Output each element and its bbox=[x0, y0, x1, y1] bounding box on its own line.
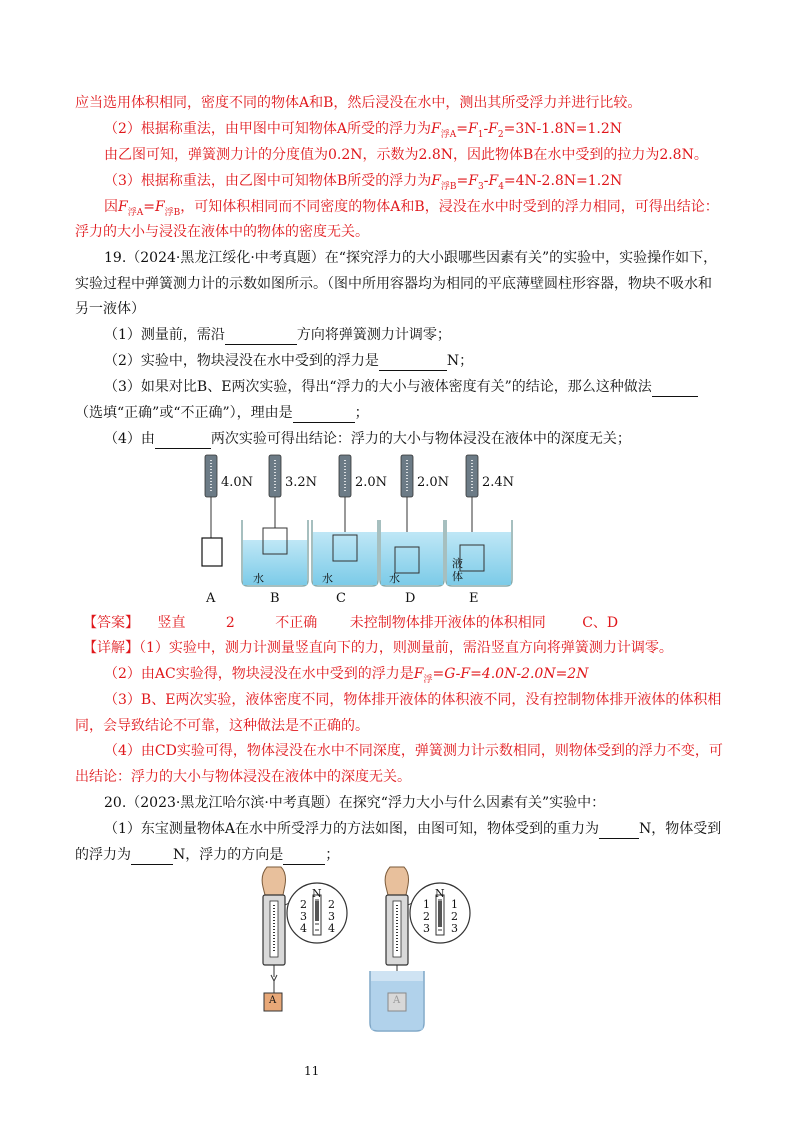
object-a-label-right: A bbox=[393, 995, 401, 1006]
q20-part-1: （1）东宝测量物体A在水中所受浮力的方法如图，由图可知，物体受到的重力为 N，物体受到 bbox=[104, 821, 722, 837]
spring-scale-a bbox=[202, 455, 222, 566]
q19-answer-line: 【答案】 竖直 2 不正确 未控制物体排开液体的体积相同 C、D bbox=[83, 615, 619, 631]
label-b: B bbox=[270, 591, 280, 606]
prev-answer-line-2: （2）根据称重法，由甲图中可知物体A所受的浮力为$F_{浮A}=F_1-F_2=3N-1.8N=1.2N$ bbox=[104, 121, 623, 140]
liquid-label-c: 水 bbox=[322, 572, 333, 585]
left-scale-right: 2 3 4 bbox=[328, 898, 335, 935]
right-scale-right: 1 2 3 bbox=[451, 898, 458, 935]
q19-detail-line-3: （3）B、E两次实验，液体密度不同，物体排开液体的体积液不同，没有控制物体排开液体的体积相 bbox=[104, 692, 722, 708]
label-d: D bbox=[405, 591, 416, 606]
q19-detail-line-2: （2）由AC实验得，物块浸没在水中受到的浮力是$F_浮=G-F=4.0N-2.0N=2N$ bbox=[104, 666, 589, 685]
block-a bbox=[202, 538, 222, 566]
liquid-label-e: 液体 bbox=[452, 557, 463, 583]
label-c: C bbox=[336, 591, 346, 606]
prev-answer-line-1: 应当选用体积相同，密度不同的物体A和B，然后浸没在水中，测出其所受浮力并进行比较。 bbox=[75, 95, 642, 111]
q19-detail-line-4: 同，会导致结论不可靠，这种做法是不正确的。 bbox=[75, 718, 369, 734]
answer-blank bbox=[155, 434, 211, 449]
page-number: 11 bbox=[304, 1064, 320, 1078]
unit-left: N bbox=[312, 887, 322, 900]
answer-blank bbox=[599, 824, 639, 839]
reading-d: 2.0N bbox=[417, 475, 450, 490]
q19-part-3-cont: （选填“正确”或“不正确”），理由是 ； bbox=[75, 405, 369, 421]
hand-icon bbox=[385, 867, 408, 895]
q19-stem-line-1: 19.（2024·黑龙江绥化·中考真题）在“探究浮力的大小跟哪些因素有关”的实验中，实验操作如下， bbox=[104, 250, 718, 266]
q20-part-1-cont: 的浮力为 N，浮力的方向是 ； bbox=[75, 847, 340, 863]
q19-detail-line-1: 【详解】（1）实验中，测力计测量竖直向下的力，则测量前，需沿竖直方向将弹簧测力计调零。 bbox=[83, 640, 673, 656]
prev-answer-line-5: 因$F_{浮A}=F_{浮B}$，可知体积相同而不同密度的物体A和B，浸没在水中时受到的浮力相同，可得出结论： bbox=[104, 199, 719, 218]
answer-blank bbox=[225, 330, 297, 345]
prev-answer-line-4: （3）根据称重法，由乙图中可知物体B所受的浮力为$F_{浮B}=F_3-F_4=4N-2.8N=1.2N$ bbox=[104, 173, 623, 192]
q19-part-1: （1）测量前，需沿 方向将弹簧测力计调零； bbox=[104, 327, 451, 343]
object-a-label-left: A bbox=[269, 995, 277, 1006]
q20-experiment-figure bbox=[245, 865, 485, 1035]
answer-blank bbox=[293, 408, 355, 423]
q19-detail-line-5: （4）由CD实验可得，物体浸没在水中不同深度，弹簧测力计示数相同，则物体受到的浮力不变，可 bbox=[104, 743, 723, 759]
liquid-label-b: 水 bbox=[253, 572, 264, 585]
answer-blank bbox=[283, 850, 325, 865]
reading-c: 2.0N bbox=[355, 475, 388, 490]
hand-icon bbox=[262, 867, 285, 895]
q19-part-2: （2）实验中，物块浸没在水中受到的浮力是 N； bbox=[104, 353, 474, 369]
prev-answer-line-3: 由乙图可知，弹簧测力计的分度值为0.2N，示数为2.8N，因此物体B在水中受到的拉力为2.8N。 bbox=[104, 147, 708, 163]
prev-answer-line-6: 浮力的大小与浸没在液体中的物体的密度无关。 bbox=[75, 224, 369, 240]
q19-stem-line-3: 另一液体） bbox=[75, 301, 145, 317]
q19-part-3: （3）如果对比B、E两次实验，得出“浮力的大小与液体密度有关”的结论，那么这种做法 bbox=[104, 377, 698, 397]
right-scale-left: 1 2 3 bbox=[423, 898, 430, 935]
answer-blank bbox=[379, 356, 447, 371]
q20-stem: 20.（2023·黑龙江哈尔滨·中考真题）在探究“浮力大小与什么因素有关”实验中： bbox=[104, 795, 606, 811]
label-e: E bbox=[469, 591, 479, 606]
label-a: A bbox=[206, 591, 216, 606]
liquid-label-d: 水 bbox=[389, 572, 400, 585]
reading-a: 4.0N bbox=[221, 475, 254, 490]
q19-detail-line-6: 出结论：浮力的大小与物体浸没在液体中的深度无关。 bbox=[75, 769, 411, 785]
answer-blank bbox=[652, 382, 698, 397]
q19-part-4: （4）由 两次实验可得出结论：浮力的大小与物体浸没在液体中的深度无关； bbox=[104, 431, 631, 447]
q19-stem-line-2: 实验过程中弹簧测力计的示数如图所示。（图中所用容器均为相同的平底薄壁圆柱形容器，物块不吸水和 bbox=[75, 276, 712, 292]
unit-right: N bbox=[435, 887, 445, 900]
left-scale-left: 2 3 4 bbox=[300, 898, 307, 935]
reading-e: 2.4N bbox=[482, 475, 515, 490]
answer-blank bbox=[131, 850, 173, 865]
reading-b: 3.2N bbox=[285, 475, 318, 490]
